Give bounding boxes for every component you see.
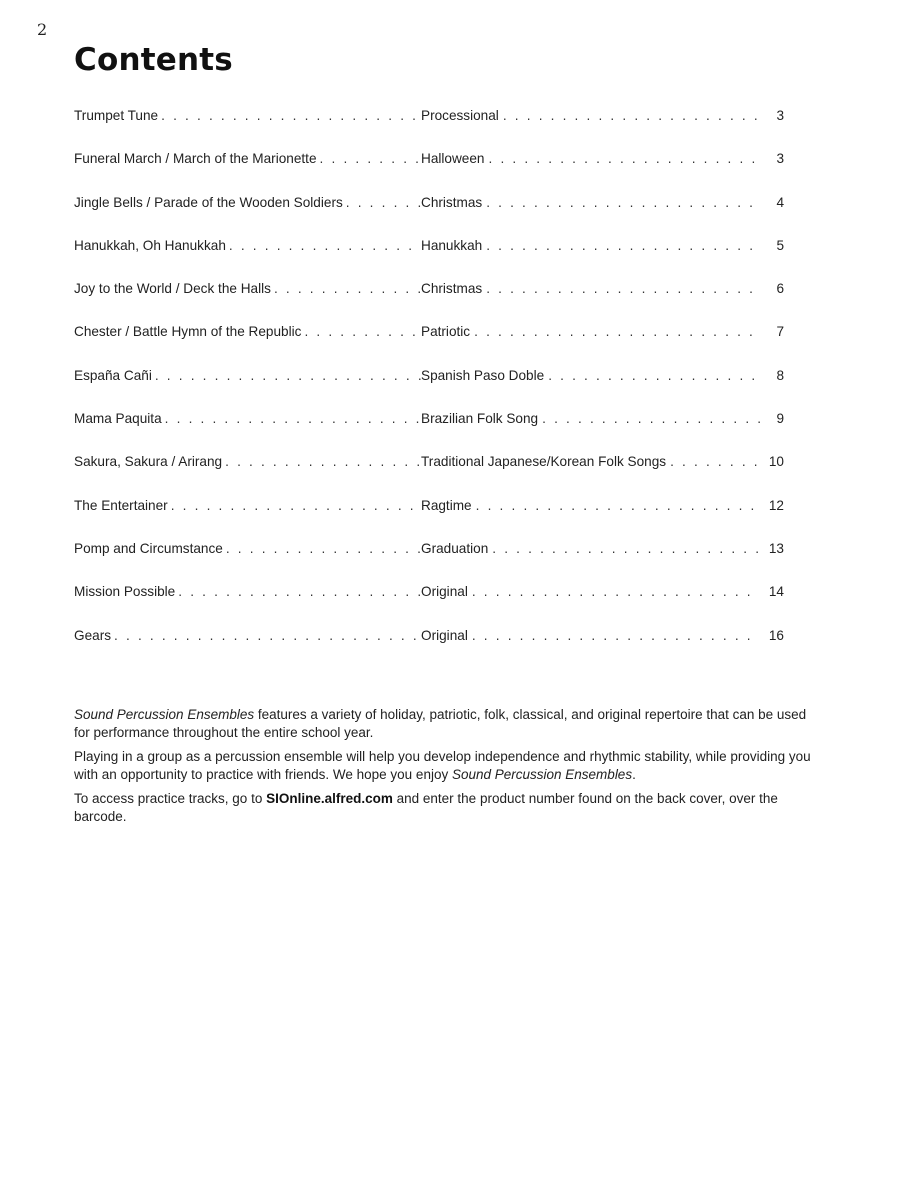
toc-title-column	[74, 195, 421, 210]
description-paragraph-1	[74, 706, 819, 741]
toc-title: Pomp and Circumstance	[74, 540, 223, 556]
toc-genre-column	[421, 238, 784, 253]
toc-title-column	[74, 281, 421, 296]
toc-entry	[74, 324, 784, 367]
toc-genre: Original	[421, 584, 468, 600]
toc-title-column	[74, 498, 421, 513]
toc-genre-column	[421, 541, 784, 556]
toc-entry	[74, 584, 784, 627]
description-text: .	[632, 766, 636, 782]
description-text: and enter the product number found on the back cover, over the barcode.	[74, 791, 778, 824]
toc-genre: Hanukkah	[421, 237, 483, 253]
toc-genre: Patriotic	[421, 324, 471, 340]
description-paragraph-2	[74, 748, 819, 783]
description-paragraph-3	[74, 790, 819, 825]
toc-title-column	[74, 151, 421, 166]
toc-title: Jingle Bells / Parade of the Wooden Soldiers	[74, 194, 343, 210]
dot-leader	[468, 628, 760, 643]
dot-leader	[470, 324, 760, 339]
toc-title: Gears	[74, 627, 112, 643]
toc-genre-column	[421, 628, 784, 643]
toc-entry	[74, 108, 784, 151]
toc-title: Funeral March / March of the Marionette	[74, 151, 317, 167]
toc-title-column	[74, 238, 421, 253]
dot-leader	[317, 151, 421, 166]
toc-title: España Cañi	[74, 367, 152, 383]
toc-genre: Spanish Paso Doble	[421, 367, 545, 383]
dot-leader	[168, 498, 421, 513]
toc-page-number: 3	[776, 151, 784, 167]
toc-entry	[74, 195, 784, 238]
dot-leader	[226, 238, 421, 253]
dot-leader	[223, 541, 421, 556]
description-text: To access practice tracks, go to	[74, 791, 267, 806]
toc-title: Mission Possible	[74, 584, 176, 600]
toc-page-number: 4	[776, 194, 784, 210]
dot-leader	[544, 368, 760, 383]
toc-title: Sakura, Sakura / Arirang	[74, 454, 223, 470]
toc-genre-column	[421, 498, 784, 513]
toc-title-column	[74, 368, 421, 383]
toc-genre: Graduation	[421, 540, 489, 556]
dot-leader	[175, 584, 421, 599]
description-text: Playing in a group as a percussion ensemble will help you develop independence and rhythmic stability, while providing you with an opportunity to practice with friends. We hope you enjoy	[74, 749, 811, 782]
dot-leader	[472, 498, 760, 513]
toc-page-number: 16	[768, 627, 784, 643]
toc-title-column	[74, 454, 421, 469]
toc-genre-column	[421, 281, 784, 296]
toc-genre-column	[421, 324, 784, 339]
toc-entry	[74, 151, 784, 194]
toc-genre-column	[421, 108, 784, 123]
toc-genre: Christmas	[421, 194, 483, 210]
toc-genre-column	[421, 584, 784, 599]
dot-leader	[222, 454, 421, 469]
dot-leader	[301, 324, 421, 339]
toc-page-number: 5	[776, 237, 784, 253]
toc-title-column	[74, 324, 421, 339]
dot-leader	[482, 238, 760, 253]
book-title: Sound Percussion Ensembles	[451, 766, 633, 782]
toc-page-number: 7	[776, 324, 784, 340]
toc-entry	[74, 498, 784, 541]
toc-page-number: 13	[768, 540, 784, 556]
dot-leader	[111, 628, 421, 643]
table-of-contents	[74, 108, 784, 671]
dot-leader	[271, 281, 421, 296]
page-title: Contents	[74, 42, 233, 78]
dot-leader	[666, 454, 760, 469]
dot-leader	[538, 411, 760, 426]
toc-genre: Halloween	[421, 151, 485, 167]
toc-entry	[74, 411, 784, 454]
toc-title: Mama Paquita	[74, 411, 162, 427]
toc-genre-column	[421, 454, 784, 469]
dot-leader	[484, 151, 760, 166]
page-number: 2	[37, 20, 48, 39]
dot-leader	[343, 195, 421, 210]
dot-leader	[162, 411, 421, 426]
description-text: features a variety of holiday, patriotic, folk, classical, and original repertoire that can be used for performance throughout the entire school year.	[74, 707, 807, 740]
toc-title-column	[74, 584, 421, 599]
toc-entry	[74, 454, 784, 497]
toc-title-column	[74, 628, 421, 643]
toc-page-number: 6	[776, 281, 784, 297]
toc-genre: Original	[421, 627, 468, 643]
toc-genre-column	[421, 411, 784, 426]
toc-page-number: 9	[776, 411, 784, 427]
toc-page-number: 3	[776, 108, 784, 123]
toc-genre-column	[421, 151, 784, 166]
toc-genre-column	[421, 368, 784, 383]
toc-genre: Traditional Japanese/Korean Folk Songs	[421, 454, 667, 470]
description	[74, 706, 819, 832]
toc-title: Joy to the World / Deck the Halls	[74, 281, 271, 297]
toc-genre: Brazilian Folk Song	[421, 411, 539, 427]
toc-genre: Ragtime	[421, 497, 472, 513]
dot-leader	[152, 368, 421, 383]
toc-title: The Entertainer	[74, 497, 168, 513]
dot-leader	[158, 108, 421, 123]
toc-page-number: 10	[768, 454, 784, 470]
toc-entry	[74, 541, 784, 584]
toc-genre-column	[421, 195, 784, 210]
toc-entry	[74, 628, 784, 671]
dot-leader	[482, 195, 760, 210]
toc-page-number: 8	[776, 367, 784, 383]
toc-genre: Christmas	[421, 281, 483, 297]
toc-title-column	[74, 541, 421, 556]
toc-page-number: 12	[768, 497, 784, 513]
toc-page-number: 14	[768, 584, 784, 600]
toc-entry	[74, 281, 784, 324]
dot-leader	[499, 108, 760, 123]
toc-genre: Processional	[421, 108, 499, 123]
dot-leader	[488, 541, 760, 556]
toc-title-column	[74, 411, 421, 426]
book-title: Sound Percussion Ensembles	[74, 707, 255, 722]
toc-entry	[74, 238, 784, 281]
toc-title: Hanukkah, Oh Hanukkah	[74, 237, 226, 253]
dot-leader	[482, 281, 760, 296]
toc-title-column	[74, 108, 421, 123]
toc-title: Chester / Battle Hymn of the Republic	[74, 324, 302, 340]
toc-entry	[74, 368, 784, 411]
dot-leader	[468, 584, 760, 599]
toc-title: Trumpet Tune	[74, 108, 159, 123]
website-link[interactable]: SIOnline.alfred.com	[266, 791, 393, 806]
